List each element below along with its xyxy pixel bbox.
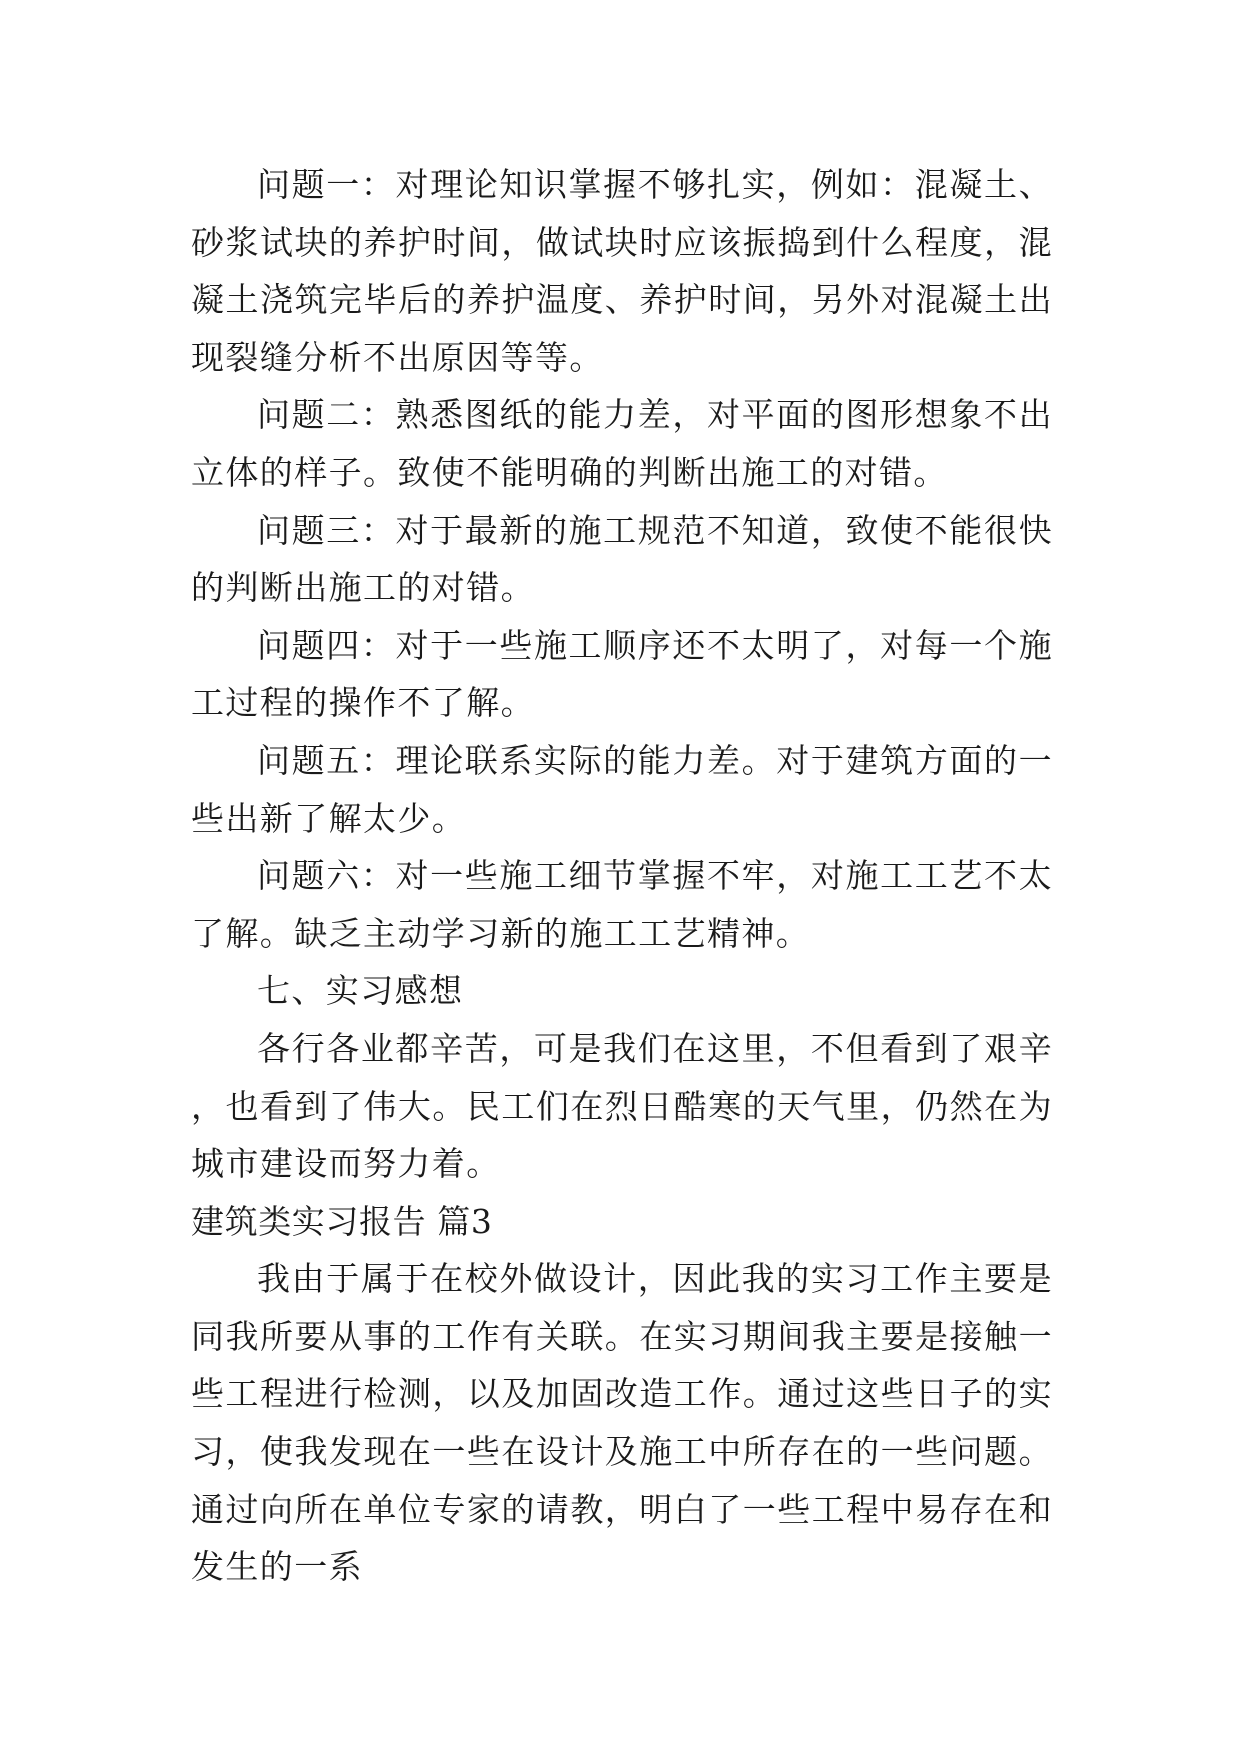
document-page bbox=[191, 156, 1053, 1596]
paragraph-part-3-intro: 我由于属于在校外做设计，因此我的实习工作主要是同我所要从事的工作有关联。在实习期间我主要是接触一些工程进行检测，以及加固改造工作。通过这些日子的实习，使我发现在一些在设计及施工中所存在的一些问题。通过向所在单位专家的请教，明白了一些工程中易存在和发生的一系 bbox=[191, 1259, 1053, 1587]
paragraph-problem-2: 问题二：熟悉图纸的能力差，对平面的图形想象不出立体的样子。致使不能明确的判断出施工的对错。 bbox=[191, 395, 1053, 492]
paragraph-problem-5: 问题五：理论联系实际的能力差。对于建筑方面的一些出新了解太少。 bbox=[191, 740, 1053, 838]
section-heading-internship-thoughts: 七、实习感想 bbox=[257, 971, 464, 1011]
paragraph-problem-3: 问题三：对于最新的施工规范不知道，致使不能很快的判断出施工的对错。 bbox=[191, 510, 1053, 608]
paragraph-internship-thoughts: 各行各业都辛苦，可是我们在这里，不但看到了艰辛，也看到了伟大。民工们在烈日酷寒的天气里，仍然在为城市建设而努力着。 bbox=[191, 1028, 1053, 1184]
paragraph-problem-4: 问题四：对于一些施工顺序还不太明了，对每一个施工过程的操作不了解。 bbox=[191, 625, 1053, 723]
article-heading-part-3: 建筑类实习报告 篇3 bbox=[191, 1201, 493, 1241]
paragraph-problem-6: 问题六：对一些施工细节掌握不牢，对施工工艺不太了解。缺乏主动学习新的施工工艺精神。 bbox=[191, 856, 1053, 953]
paragraph-problem-1: 问题一：对理论知识掌握不够扎实，例如：混凝土、砂浆试块的养护时间，做试块时应该振捣到什么程度，混凝土浇筑完毕后的养护温度、养护时间，另外对混凝土出现裂缝分析不出原因等等。 bbox=[191, 165, 1053, 377]
